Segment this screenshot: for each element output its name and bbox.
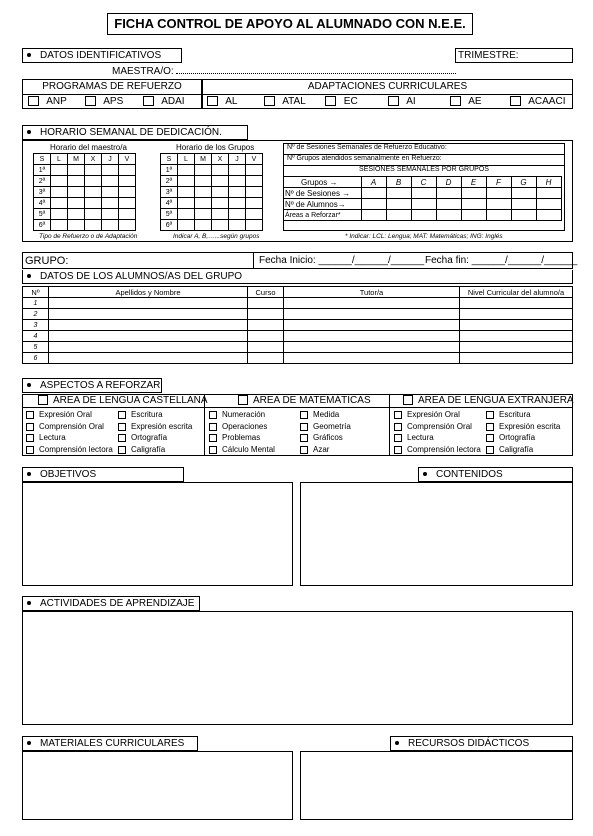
checkbox-ext-caligrafia[interactable]: Caligrafía [486,445,533,454]
grupos-schedule-grid[interactable]: S L M X J V 1ª 2ª 3ª 4ª 5ª 6ª [160,153,263,231]
fecha-inicio-field[interactable]: Fecha Inicio: ______/______/______ [259,255,425,266]
checkbox-adai[interactable]: ADAI [143,96,185,107]
contenidos-textarea[interactable] [300,482,573,586]
checkbox-atal[interactable]: ATAL [264,96,306,107]
objetivos-textarea[interactable] [22,482,293,586]
checkbox-ortografia[interactable]: Ortografía [118,433,167,442]
area-lengua-castellana[interactable]: ÁREA DE LENGUA CASTELLANA [38,395,208,406]
form-title: FICHA CONTROL DE APOYO AL ALUMNADO CON N.E.E. [107,13,473,35]
maestro-schedule-grid[interactable]: S L M X J V 1ª 2ª 3ª 4ª 5ª 6ª [33,153,136,231]
checkbox-comprension-lectora[interactable]: Comprensión lectora [26,445,113,454]
bullet-icon [27,741,31,745]
checkbox-escritura[interactable]: Escritura [118,410,163,419]
checkbox-ext-ortografia[interactable]: Ortografía [486,433,535,442]
checkbox-aps[interactable]: APS [85,96,123,107]
bullet-icon [395,741,399,745]
datos-header: DATOS IDENTIFICATIVOS [22,48,182,63]
aspectos-header: ASPECTOS A REFORZAR [22,378,162,393]
checkbox-ext-expresion-escrita[interactable]: Expresión escrita [486,422,560,431]
bullet-icon [27,53,31,57]
fecha-fin-field[interactable]: Fecha fin: ______/______/______ [425,255,578,266]
area-lengua-extranjera[interactable]: ÁREA DE LENGUA EXTRANJERA [403,395,574,406]
contenidos-header: CONTENIDOS [418,467,573,482]
checkbox-ext-expresion-oral[interactable]: Expresión Oral [394,410,460,419]
checkbox-lectura[interactable]: Lectura [26,433,66,442]
bullet-icon [27,274,31,278]
recursos-header: RECURSOS DIDÁCTICOS [390,736,573,751]
checkbox-ec[interactable]: EC [325,96,358,107]
checkbox-ext-escritura[interactable]: Escritura [486,410,531,419]
checkbox-numeracion[interactable]: Numeración [209,410,265,419]
materiales-textarea[interactable] [22,751,293,820]
checkbox-operaciones[interactable]: Operaciones [209,422,267,431]
checkbox-geometria[interactable]: Geometría [300,422,351,431]
alumnos-table[interactable]: Nº Apellidos y Nombre Curso Tutor/a Nivel Curricular del alumno/a 1 2 3 4 5 6 [22,286,573,364]
checkbox-graficos[interactable]: Gráficos [300,433,343,442]
bullet-icon [27,601,31,605]
adaptaciones-box: ADAPTACIONES CURRICULARES [202,79,573,109]
checkbox-expresion-oral[interactable]: Expresión Oral [26,410,92,419]
sesiones-por-grupos-table[interactable]: Grupos → A B C D E F G H Nº de Sesiones → Nº de Alumnos→ Áreas a Reforzar* [283,176,562,221]
recursos-textarea[interactable] [300,751,573,820]
checkbox-ext-comprension-lectora[interactable]: Comprensión lectora [394,445,481,454]
bullet-icon [423,472,427,476]
trimestre-field[interactable]: TRIMESTRE: [455,48,573,63]
maestro-label: MAESTRA/O: [112,66,174,77]
objetivos-header: OBJETIVOS [22,467,184,482]
checkbox-ae[interactable]: AE [450,96,482,107]
checkbox-calculo-mental[interactable]: Cálculo Mental [209,445,275,454]
checkbox-acaaci[interactable]: ACAACI [510,96,565,107]
checkbox-caligrafia[interactable]: Caligrafía [118,445,165,454]
checkbox-problemas[interactable]: Problemas [209,433,260,442]
bullet-icon [27,383,31,387]
checkbox-ext-lectura[interactable]: Lectura [394,433,434,442]
actividades-header: ACTIVIDADES DE APRENDIZAJE [22,596,200,611]
maestro-field[interactable] [176,65,456,74]
alumnos-header: DATOS DE LOS ALUMNOS/AS DEL GRUPO [22,270,573,284]
area-matematicas[interactable]: ÁREA DE MATEMÁTICAS [238,395,371,406]
checkbox-anp[interactable]: ANP [28,96,67,107]
checkbox-expresion-escrita[interactable]: Expresión escrita [118,422,192,431]
checkbox-medida[interactable]: Medida [300,410,339,419]
bullet-icon [27,130,31,134]
sesiones-panel: Nº de Sesiones Semanales de Refuerzo Educativo: Nº Grupos atendidos semanalmente en Refuerzo: SESIONES SEMANALES POR GRUPOS [283,143,565,231]
materiales-header: MATERIALES CURRICULARES [22,736,198,751]
programas-box: PROGRAMAS DE REFUERZO [22,79,202,109]
checkbox-azar[interactable]: Azar [300,445,329,454]
grupo-field[interactable]: GRUPO: [22,252,573,269]
bullet-icon [27,472,31,476]
horario-header: HORARIO SEMANAL DE DEDICACIÓN. [22,125,248,140]
checkbox-ext-comprension-oral[interactable]: Comprensión Oral [394,422,472,431]
checkbox-comprension-oral[interactable]: Comprensión Oral [26,422,104,431]
actividades-textarea[interactable] [22,611,573,725]
checkbox-ai[interactable]: AI [388,96,416,107]
checkbox-al[interactable]: AL [207,96,237,107]
